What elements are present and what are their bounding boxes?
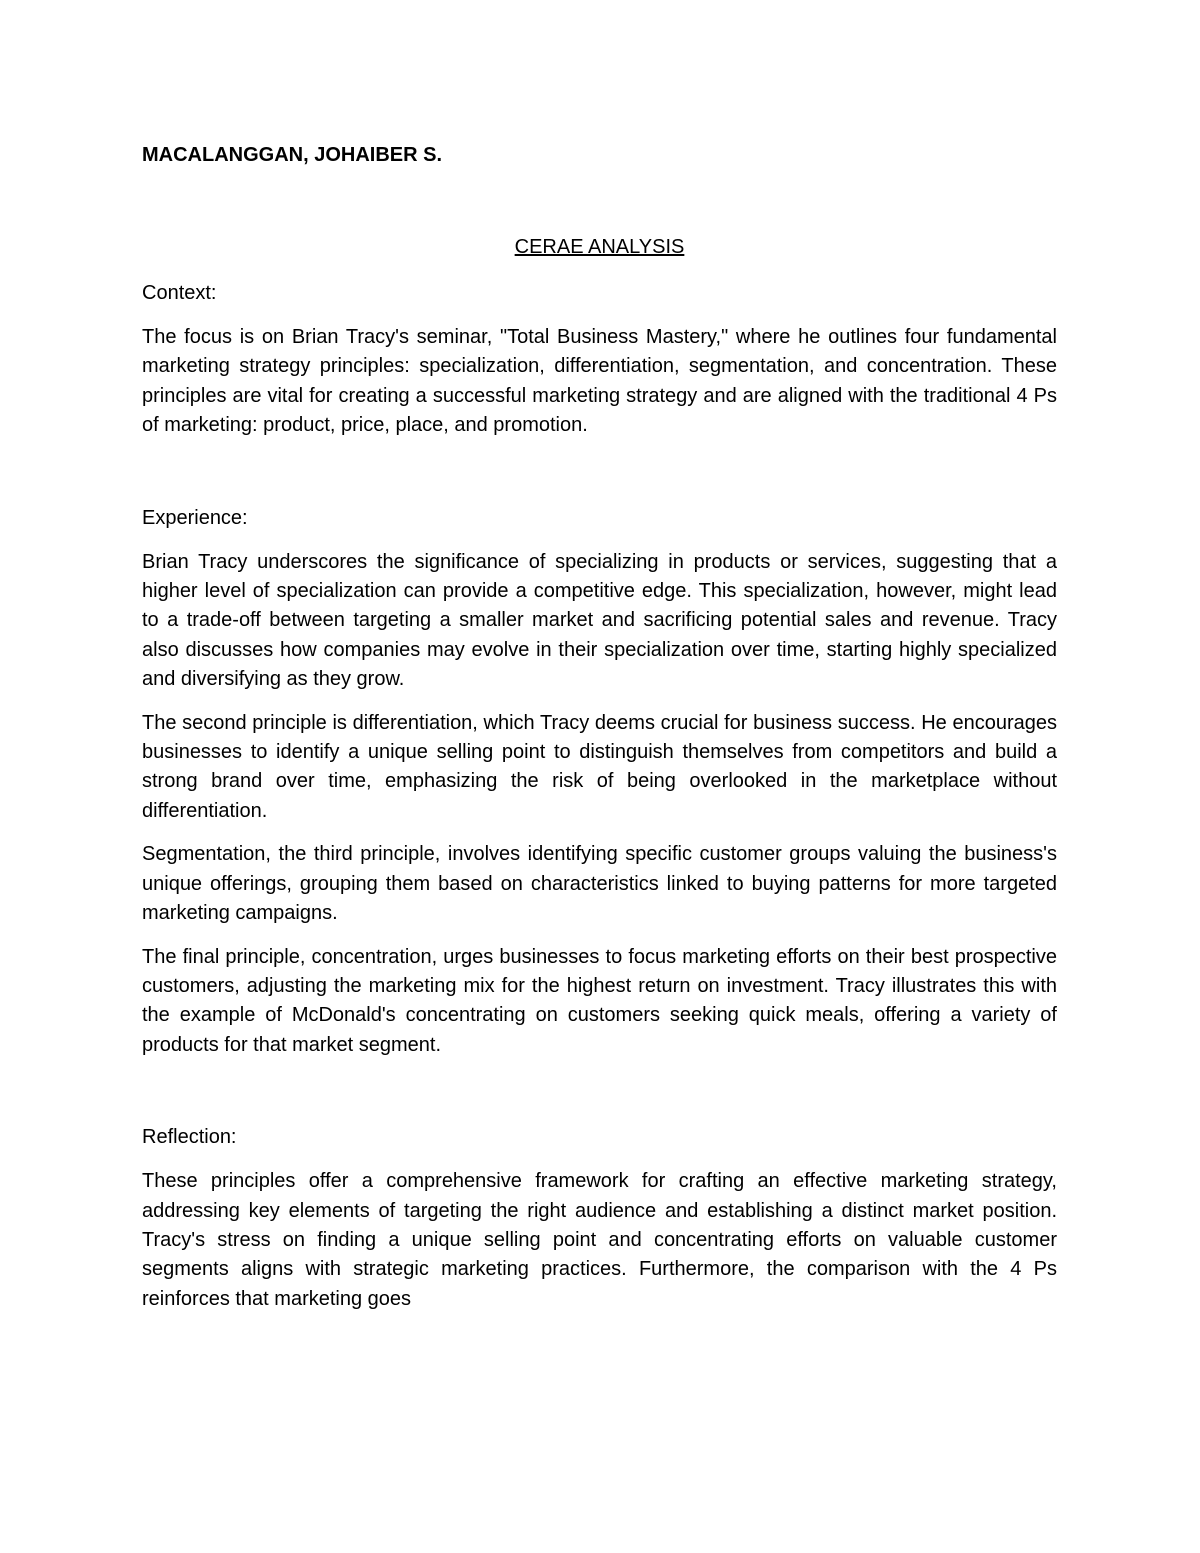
- experience-paragraph-specialization: Brian Tracy underscores the significance of specializing in products or services, suggesting that a higher level of specialization can provide a competitive edge. This specialization, however, might lead to a trade-off between targeting a smaller market and sacrificing potential sales and revenue. Tracy also discusses how companies may evolve in their specialization over time, starting highly specialized and diversifying as they grow.: [142, 550, 1057, 691]
- context-heading: Context:: [142, 282, 217, 304]
- document-title: CERAE ANALYSIS: [514, 236, 685, 258]
- reflection-paragraph: These principles offer a comprehensive framework for crafting an effective marketing strategy, addressing key elements of targeting the right audience and establishing a distinct market position. Tracy's stress on finding a unique selling point and concentrating efforts on valuable customer segments aligns with strategic marketing practices. Furthermore, the comparison with the 4 Ps reinforces that marketing goes: [142, 1170, 1057, 1310]
- context-paragraph: The focus is on Brian Tracy's seminar, "Total Business Mastery," where he outlines four fundamental marketing strategy principles: specialization, differentiation, segmentation, and concentration. These principles are vital for creating a successful marketing strategy and are aligned with the traditional 4 Ps of marketing: product, price, place, and promotion.: [142, 326, 1057, 437]
- author-name: MACALANGGAN, JOHAIBER S.: [142, 144, 443, 166]
- experience-paragraph-differentiation: The second principle is differentiation, which Tracy deems crucial for business success. He encourages businesses to identify a unique selling point to distinguish themselves from competitors and build a strong brand over time, emphasizing the risk of being overlooked in the marketplace without differentiation.: [142, 711, 1057, 822]
- reflection-heading: Reflection:: [142, 1126, 237, 1149]
- experience-paragraph-segmentation: Segmentation, the third principle, involves identifying specific customer groups valuing the business's unique offerings, grouping them based on characteristics linked to buying patterns for more targeted marketing campaigns.: [142, 843, 1057, 925]
- experience-heading: Experience:: [142, 506, 248, 529]
- experience-section: [142, 503, 1057, 1061]
- reflection-section: [142, 1122, 1057, 1314]
- context-section: [142, 278, 1057, 441]
- experience-paragraph-concentration: The final principle, concentration, urges businesses to focus marketing efforts on their best prospective customers, adjusting the marketing mix for the highest return on investment. Tracy illustrates this with the example of McDonald's concentrating on customers seeking quick meals, offering a variety of products for that market segment.: [142, 945, 1057, 1056]
- document-body: [142, 140, 1057, 1314]
